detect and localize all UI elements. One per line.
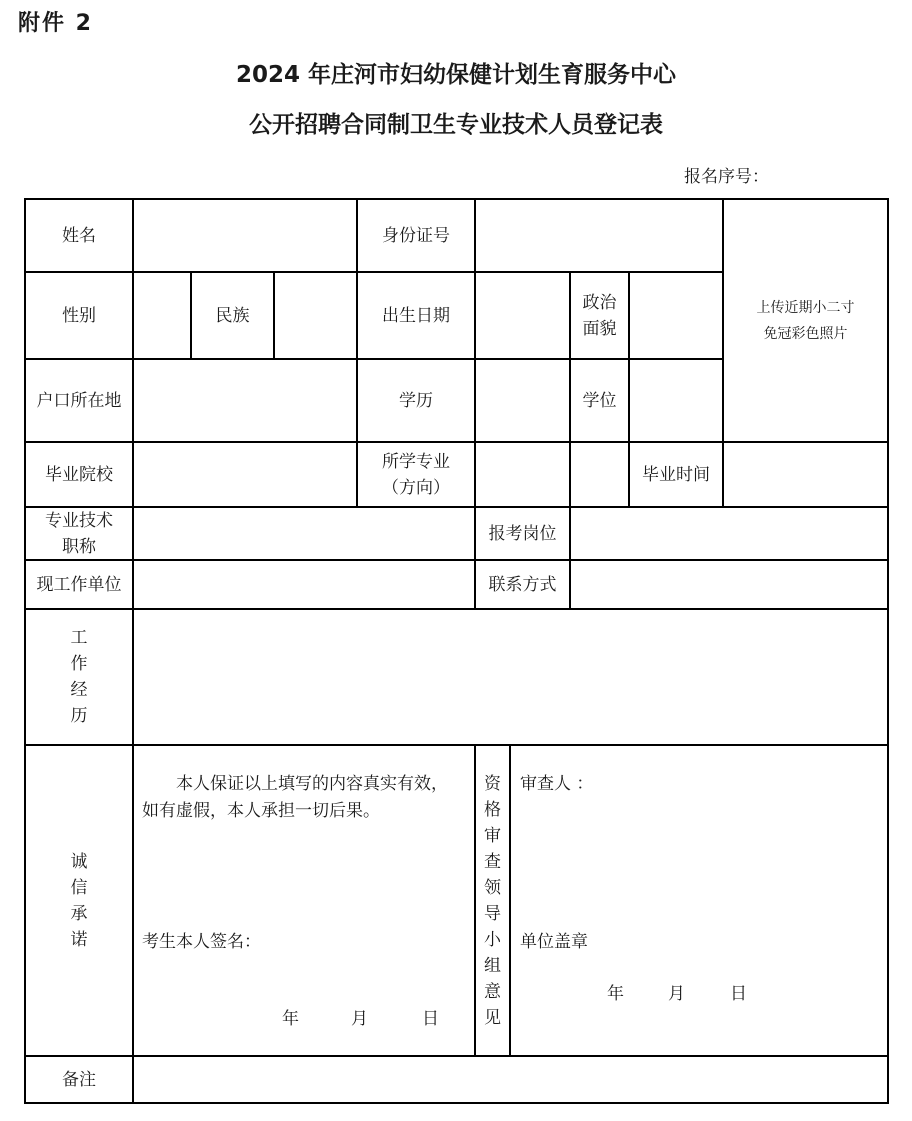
school-label: 毕业院校 (45, 464, 113, 485)
work-history-label (26, 610, 132, 744)
degree-label: 学位 (582, 390, 617, 411)
reviewer-label: 审查人 ： (520, 774, 594, 794)
review-char: 小 (484, 929, 501, 950)
unit-seal-label: 单位盖章 (520, 932, 588, 952)
review-char: 见 (484, 1007, 501, 1028)
education-field[interactable] (476, 360, 569, 441)
political-status-label-line1: 政治 (582, 292, 617, 313)
ethnicity-label: 民族 (215, 305, 250, 326)
attachment-label: 附件 2 (18, 11, 93, 36)
major-label (358, 443, 474, 506)
photo-instruction-line2: 免冠彩色照片 (763, 325, 848, 342)
review-date-month: 月 (668, 984, 685, 1004)
pledge-date-year: 年 (282, 1009, 299, 1029)
grid-line (24, 744, 889, 746)
degree-field[interactable] (630, 360, 722, 441)
ethnicity-field[interactable] (275, 273, 356, 358)
grid-line (24, 1102, 889, 1104)
review-char: 格 (484, 799, 501, 820)
professional-title-label (26, 508, 132, 559)
employer-field[interactable] (134, 561, 474, 608)
grid-line (509, 744, 511, 1057)
major-label-line1: 所学专业 (382, 451, 450, 472)
pledge-text-line2: 如有虚假，本人承担一切后果。 (142, 801, 380, 821)
integrity-pledge-label (26, 746, 132, 1055)
id-number-field[interactable] (476, 200, 722, 271)
contact-field[interactable] (571, 561, 887, 608)
political-status-field[interactable] (630, 273, 722, 358)
remarks-field[interactable] (134, 1057, 887, 1102)
work-history-char: 经 (70, 680, 88, 700)
work-history-char: 作 (70, 654, 88, 674)
review-date-year: 年 (607, 984, 624, 1004)
review-char: 资 (484, 773, 501, 794)
work-history-field[interactable] (134, 610, 887, 744)
employer-label: 现工作单位 (36, 574, 122, 595)
photo-instruction-line1: 上传近期小二寸 (756, 299, 855, 316)
professional-title-field[interactable] (134, 508, 474, 559)
work-history-char: 工 (70, 628, 88, 648)
review-char: 查 (484, 851, 501, 872)
pledge-date-day: 日 (422, 1009, 439, 1029)
id-number-label: 身份证号 (382, 225, 450, 246)
professional-title-label-line1: 专业技术 (45, 510, 113, 531)
review-group-label (476, 746, 509, 1055)
review-char: 导 (484, 903, 501, 924)
birth-date-label: 出生日期 (382, 305, 450, 326)
review-char: 意 (484, 981, 501, 1002)
pledge-text-line1: 本人保证以上填写的内容真实有效， (176, 774, 448, 794)
integrity-char: 诺 (70, 929, 88, 950)
form-title-line1: 2024 年庄河市妇幼保健计划生育服务中心 (235, 62, 677, 88)
graduation-time-field[interactable] (724, 443, 887, 506)
candidate-signature-field[interactable] (260, 910, 470, 944)
remarks-label: 备注 (62, 1069, 96, 1090)
name-label: 姓名 (62, 225, 96, 246)
form-title-line2: 公开招聘合同制卫生专业技术人员登记表 (249, 112, 663, 138)
political-status-label (571, 273, 628, 358)
candidate-signature-label: 考生本人签名： (142, 932, 261, 952)
major-label-line2: （方向） (382, 477, 450, 498)
major-field[interactable] (476, 443, 569, 506)
review-char: 组 (484, 955, 501, 976)
major-extra-field[interactable] (571, 443, 628, 506)
birth-date-field[interactable] (476, 273, 569, 358)
professional-title-label-line2: 职称 (62, 536, 96, 557)
grid-line (887, 198, 889, 1104)
integrity-char: 信 (70, 877, 88, 898)
position-label: 报考岗位 (488, 523, 557, 544)
hukou-field[interactable] (134, 360, 356, 441)
graduation-time-label: 毕业时间 (642, 464, 710, 485)
review-char: 领 (484, 877, 501, 898)
gender-field[interactable] (134, 273, 190, 358)
review-date-day: 日 (730, 984, 747, 1004)
integrity-char: 承 (70, 903, 88, 924)
name-field[interactable] (134, 200, 356, 271)
work-history-char: 历 (70, 706, 88, 726)
review-char: 审 (484, 825, 501, 846)
photo-upload-area[interactable] (724, 200, 887, 441)
position-field[interactable] (571, 508, 887, 559)
school-field[interactable] (134, 443, 356, 506)
integrity-char: 诚 (70, 851, 88, 872)
gender-label: 性别 (62, 305, 96, 326)
pledge-date-month: 月 (351, 1009, 368, 1029)
education-label: 学历 (399, 390, 433, 411)
contact-label: 联系方式 (488, 574, 557, 595)
hukou-label: 户口所在地 (36, 390, 122, 411)
political-status-label-line2: 面貌 (582, 318, 617, 339)
serial-number-label: 报名序号： (684, 167, 769, 187)
